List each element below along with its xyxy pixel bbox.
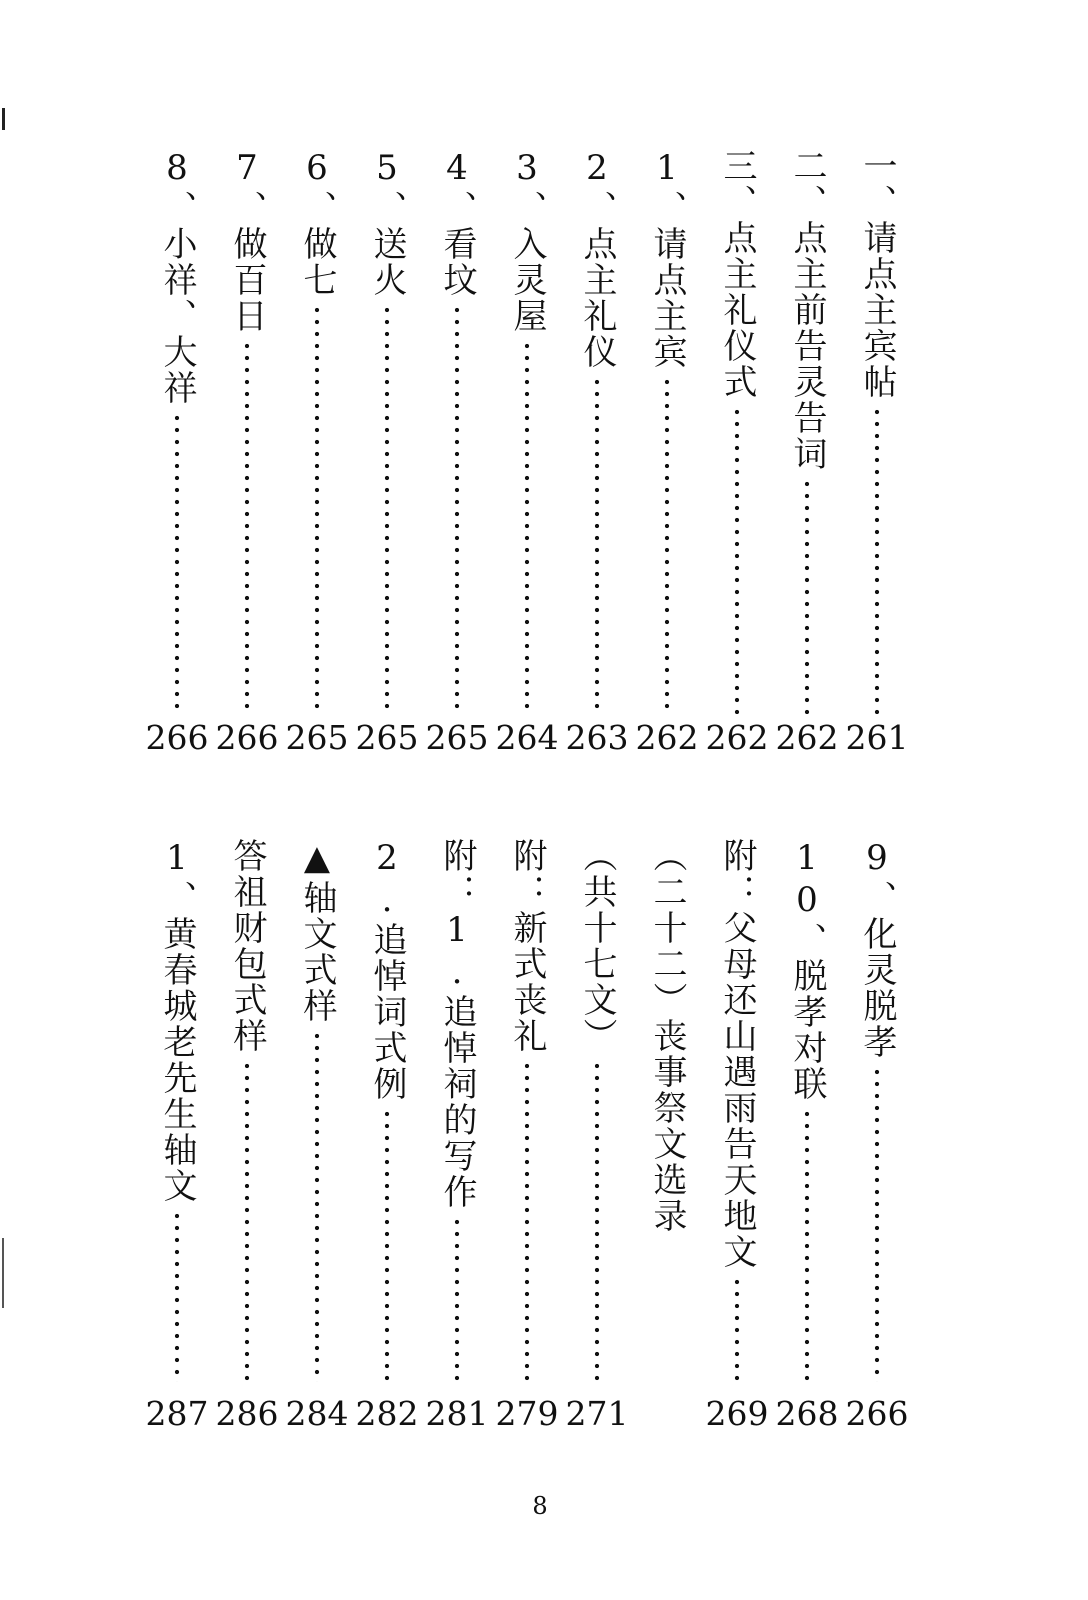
toc-page-number: 281 <box>425 1394 489 1433</box>
toc-page-number: 284 <box>285 1394 349 1433</box>
dot-leader <box>314 304 320 714</box>
toc-entry-title: 6、做七 <box>297 148 337 298</box>
toc-entry-title: 答祖财包式样 <box>227 838 267 1054</box>
dot-leader <box>804 1108 810 1382</box>
toc-page-number: 268 <box>775 1394 839 1433</box>
toc-entry-title: 9、化灵脱孝 <box>857 838 897 1060</box>
toc-page-number: 263 <box>565 718 629 757</box>
dot-leader <box>524 340 530 714</box>
toc-entry <box>152 838 202 1382</box>
scan-edge-mark <box>2 108 5 130</box>
toc-entry-title: 4、看坟 <box>437 148 477 298</box>
toc-page-number: 282 <box>355 1394 419 1433</box>
toc-entry-title: 8、小祥、大祥 <box>157 148 197 406</box>
toc-entry-title: 7、做百日 <box>227 148 267 334</box>
dot-leader <box>594 1060 600 1382</box>
toc-entry-title: 一、请点主宾帖 <box>857 148 897 400</box>
toc-entry-title: （共十七文） <box>577 838 617 1054</box>
dot-leader <box>594 376 600 714</box>
dot-leader <box>804 478 810 714</box>
toc-page-number: 262 <box>775 718 839 757</box>
toc-entry <box>852 148 902 714</box>
dot-leader <box>384 1108 390 1382</box>
toc-entry-title: 2.追悼词式例 <box>367 838 407 1102</box>
toc-page-number: 261 <box>845 718 909 757</box>
dot-leader <box>174 1210 180 1382</box>
toc-entry-title: 2、点主礼仪 <box>577 148 617 370</box>
toc-entry <box>782 838 832 1382</box>
toc-page-number: 271 <box>565 1394 629 1433</box>
toc-entry <box>432 838 482 1382</box>
scan-edge-mark <box>2 1238 4 1308</box>
page-folio: 8 <box>532 1492 548 1520</box>
toc-entry <box>572 148 622 714</box>
toc-entry <box>222 148 272 714</box>
toc-entry <box>292 148 342 714</box>
toc-entry <box>782 148 832 714</box>
toc-entry <box>642 148 692 714</box>
toc-entry <box>222 838 272 1382</box>
dot-leader <box>454 1216 460 1382</box>
toc-page-number: 265 <box>425 718 489 757</box>
toc-section-heading <box>642 838 692 1382</box>
toc-page-number: 266 <box>145 718 209 757</box>
toc-page-number: 265 <box>355 718 419 757</box>
toc-entry <box>362 838 412 1382</box>
toc-entry <box>712 838 762 1382</box>
dot-leader <box>244 340 250 714</box>
toc-entry-title: （二十二）丧事祭文选录 <box>647 838 687 1234</box>
dot-leader <box>664 376 670 714</box>
toc-entry-title: 二、点主前告灵告词 <box>787 148 827 472</box>
dot-leader <box>524 1060 530 1382</box>
toc-entry <box>852 838 902 1382</box>
toc-entry-title: 1、请点主宾 <box>647 148 687 370</box>
toc-page-number: 265 <box>285 718 349 757</box>
toc-entry <box>572 838 622 1382</box>
toc-page-number: 262 <box>705 718 769 757</box>
dot-leader <box>454 304 460 714</box>
toc-entry <box>712 148 762 714</box>
toc-entry-title: ▲轴文式样 <box>297 838 337 1024</box>
toc-entry-title: 5、送火 <box>367 148 407 298</box>
toc-page-number: 264 <box>495 718 559 757</box>
dot-leader <box>314 1030 320 1382</box>
toc-entry <box>502 148 552 714</box>
toc-entry <box>292 838 342 1382</box>
dot-leader <box>874 406 880 714</box>
toc-entry-title: 附：1.追悼祠的写作 <box>437 838 477 1210</box>
toc-entry <box>502 838 552 1382</box>
dot-leader <box>734 1276 740 1382</box>
toc-entry <box>152 148 202 714</box>
toc-page-number: 266 <box>845 1394 909 1433</box>
dot-leader <box>384 304 390 714</box>
dot-leader <box>174 412 180 714</box>
toc-entry-title: 10、脱孝对联 <box>787 838 827 1102</box>
toc-entry <box>362 148 412 714</box>
toc-page-number: 286 <box>215 1394 279 1433</box>
toc-entry-title: 附：父母还山遇雨告天地文 <box>717 838 757 1270</box>
toc-entry-title: 3、入灵屋 <box>507 148 547 334</box>
dot-leader <box>874 1066 880 1382</box>
dot-leader <box>734 406 740 714</box>
toc-page-number: 262 <box>635 718 699 757</box>
toc-page-number: 266 <box>215 718 279 757</box>
toc-page-number: 287 <box>145 1394 209 1433</box>
toc-page-number: 269 <box>705 1394 769 1433</box>
toc-entry-title: 1、黄春城老先生轴文 <box>157 838 197 1204</box>
toc-entry-title: 三、点主礼仪式 <box>717 148 757 400</box>
toc-entry-title: 附：新式丧礼 <box>507 838 547 1054</box>
toc-entry <box>432 148 482 714</box>
toc-page-number: 279 <box>495 1394 559 1433</box>
dot-leader <box>244 1060 250 1382</box>
